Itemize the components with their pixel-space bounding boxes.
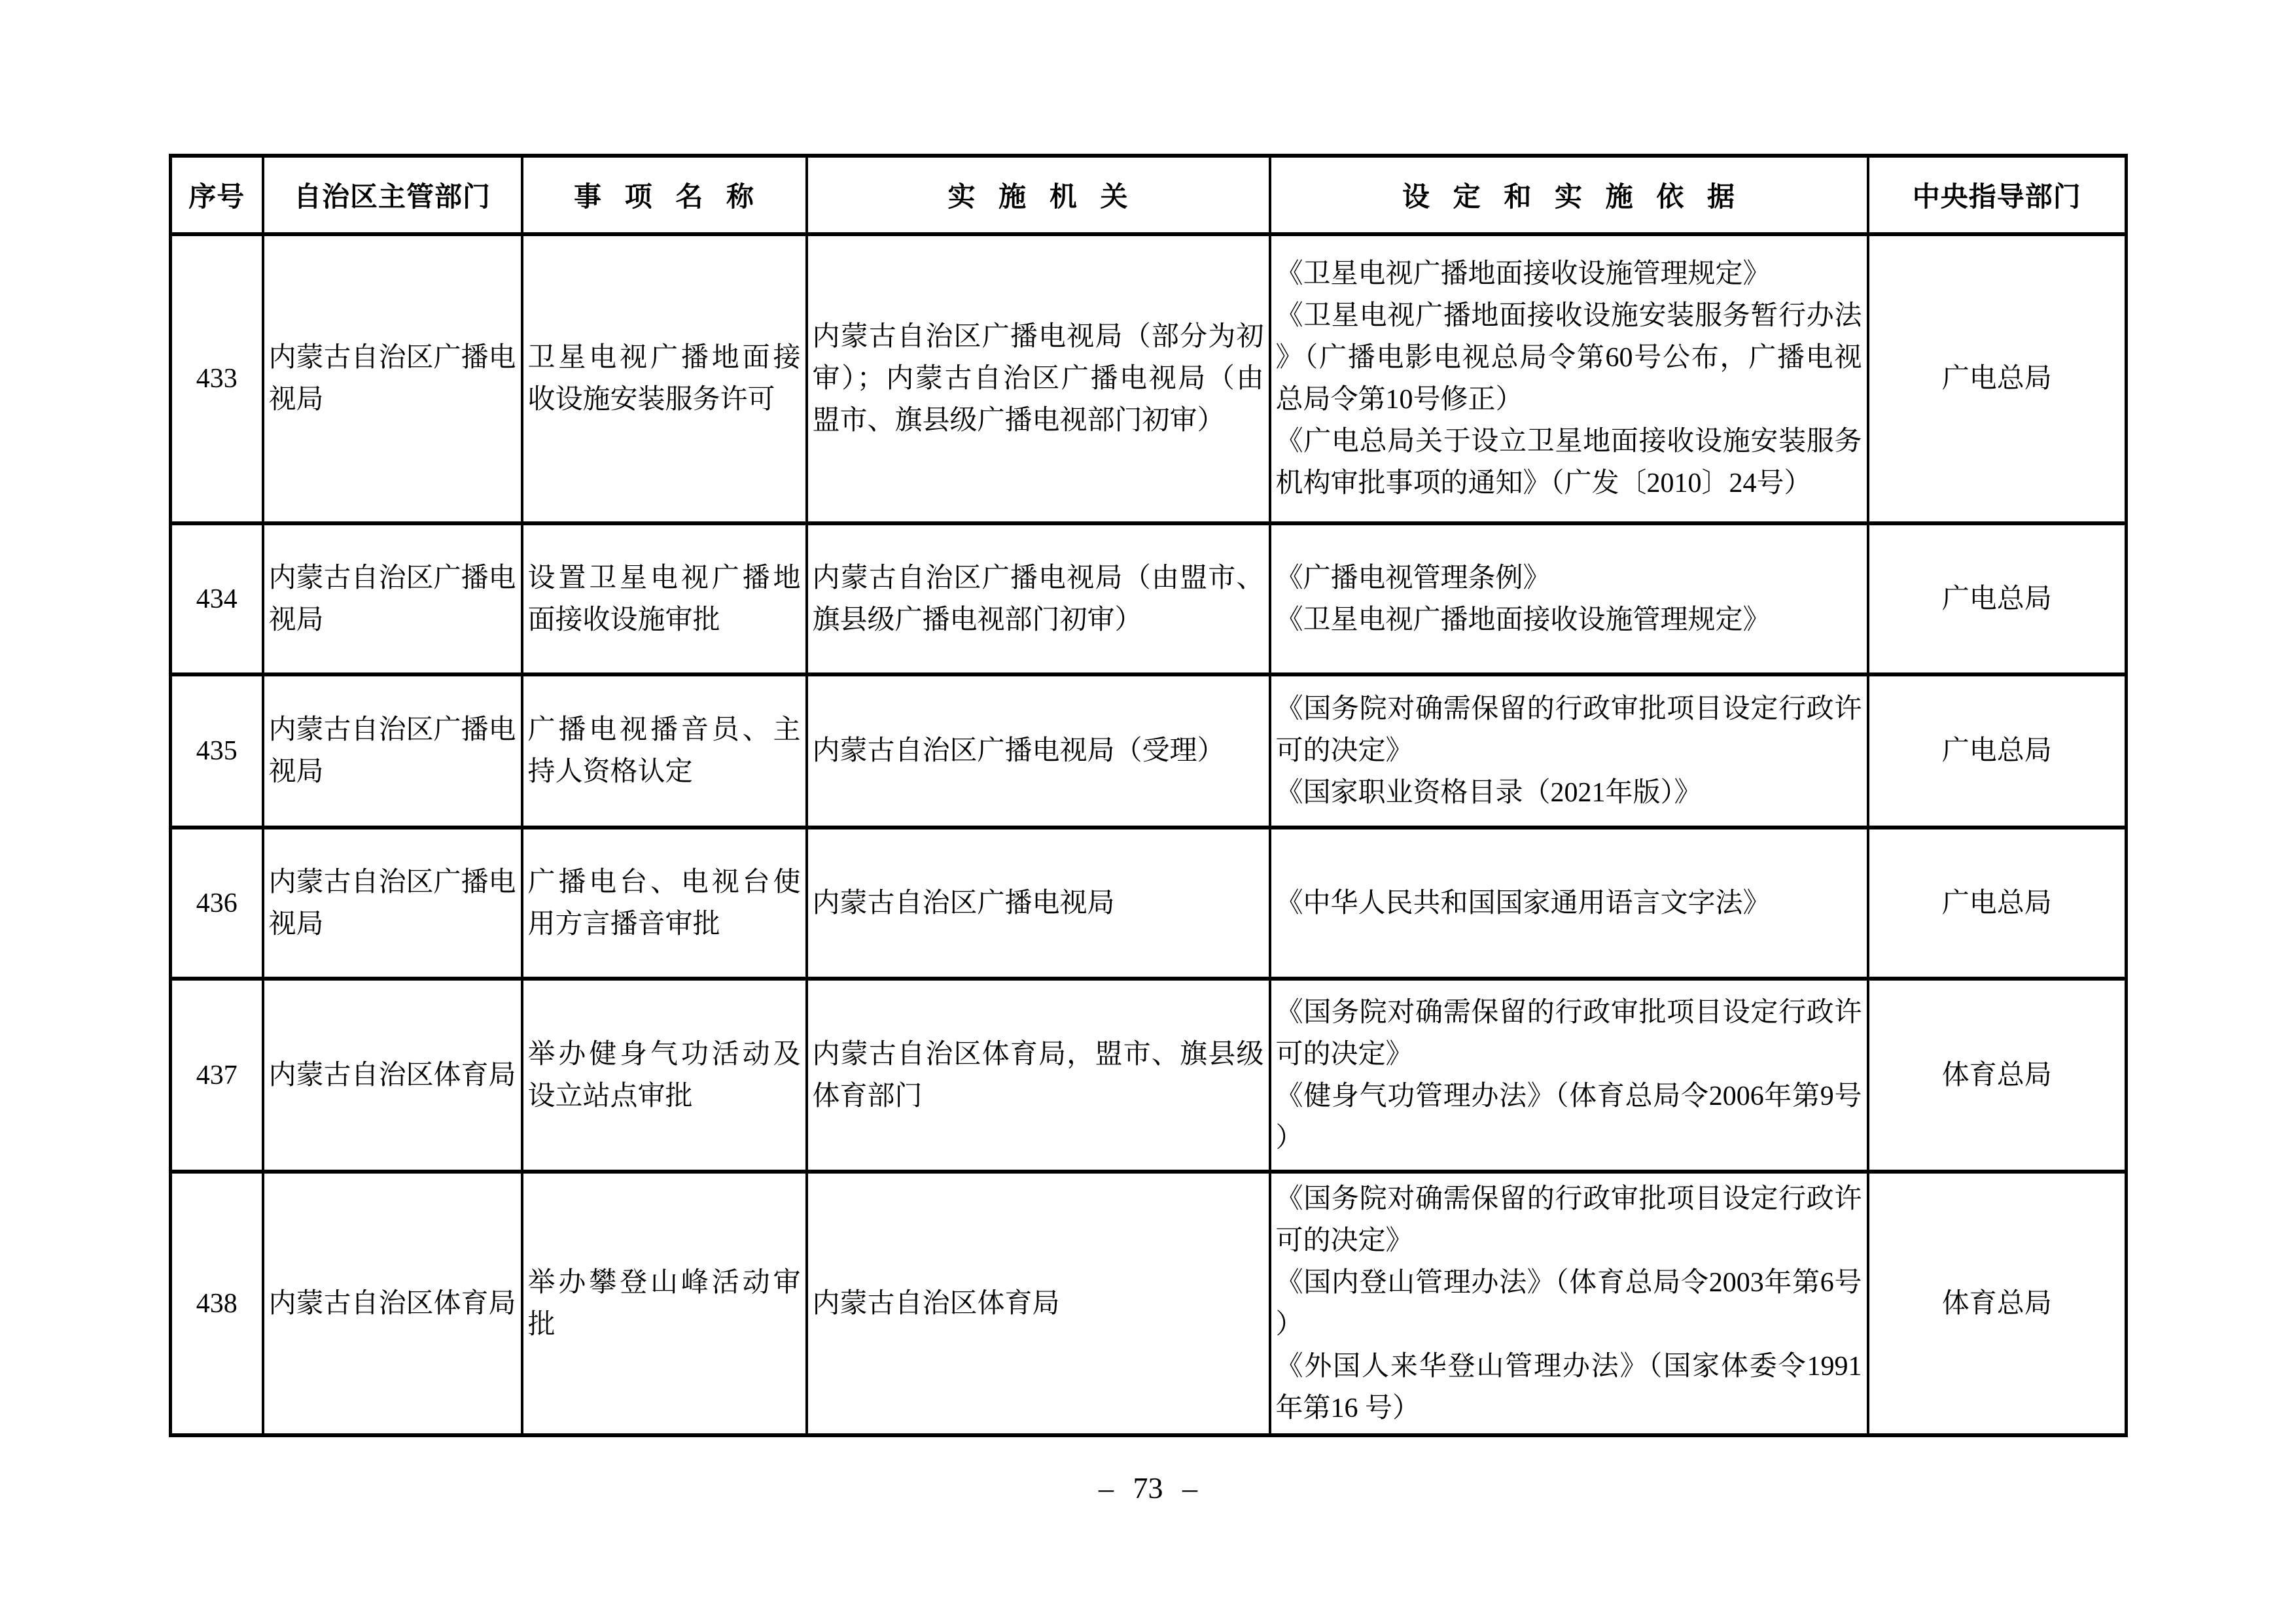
cell-central-department: 体育总局	[1868, 1172, 2127, 1435]
cell-region-department: 内蒙古自治区广播电视局	[263, 234, 522, 523]
cell-implementing-agency: 内蒙古自治区广播电视局	[807, 828, 1270, 979]
basis-entry: 《中华人民共和国国家通用语言文字法》	[1275, 888, 1771, 918]
page-number: – 73 –	[1099, 1471, 1197, 1505]
basis-entry: 《广播电视管理条例》	[1275, 563, 1551, 593]
cell-serial-number: 434	[171, 523, 263, 674]
cell-legal-basis	[1270, 523, 1868, 674]
table-header-row	[171, 156, 2127, 234]
table-row-435	[171, 674, 2127, 828]
cell-region-department: 内蒙古自治区广播电视局	[263, 674, 522, 828]
cell-item-name: 卫星电视广播地面接收设施安装服务许可	[522, 234, 807, 523]
cell-legal-basis	[1270, 828, 1868, 979]
cell-legal-basis	[1270, 674, 1868, 828]
cell-legal-basis	[1270, 234, 1868, 523]
cell-implementing-agency: 内蒙古自治区广播电视局（受理）	[807, 674, 1270, 828]
basis-entry: 《国家职业资格目录（2021年版）》	[1275, 778, 1702, 808]
table-row-436	[171, 828, 2127, 979]
table-row-434	[171, 523, 2127, 674]
cell-implementing-agency: 内蒙古自治区广播电视局（由盟市、旗县级广播电视部门初审）	[807, 523, 1270, 674]
cell-region-department: 内蒙古自治区体育局	[263, 1172, 522, 1435]
basis-entry: 《国务院对确需保留的行政审批项目设定行政许可的决定》	[1275, 1183, 1862, 1256]
header-serial-number: 序号	[171, 156, 263, 234]
cell-serial-number: 437	[171, 979, 263, 1172]
header-central-department: 中央指导部门	[1868, 156, 2127, 234]
cell-implementing-agency: 内蒙古自治区体育局	[807, 1172, 1270, 1435]
approval-items-table	[169, 154, 2128, 1437]
table-row-433	[171, 234, 2127, 523]
cell-central-department: 广电总局	[1868, 674, 2127, 828]
cell-implementing-agency: 内蒙古自治区体育局，盟市、旗县级体育部门	[807, 979, 1270, 1172]
basis-entry: 《卫星电视广播地面接收设施管理规定》	[1275, 259, 1771, 289]
basis-entry: 《广电总局关于设立卫星地面接收设施安装服务机构审批事项的通知》（广发〔2010〕24号）	[1275, 427, 1862, 498]
table-row-437	[171, 979, 2127, 1172]
cell-item-name: 广播电台、电视台使用方言播音审批	[522, 828, 807, 979]
basis-entry: 《卫星电视广播地面接收设施管理规定》	[1275, 604, 1771, 635]
cell-legal-basis	[1270, 1172, 1868, 1435]
basis-entry: 《国内登山管理办法》（体育总局令2003年第6号）	[1275, 1267, 1862, 1340]
table-row-438	[171, 1172, 2127, 1435]
cell-central-department: 体育总局	[1868, 979, 2127, 1172]
cell-serial-number: 438	[171, 1172, 263, 1435]
cell-item-name: 举办健身气功活动及设立站点审批	[522, 979, 807, 1172]
cell-serial-number: 436	[171, 828, 263, 979]
basis-entry: 《国务院对确需保留的行政审批项目设定行政许可的决定》	[1275, 694, 1862, 766]
header-implementing-agency: 实 施 机 关	[807, 156, 1270, 234]
cell-item-name: 设置卫星电视广播地面接收设施审批	[522, 523, 807, 674]
cell-central-department: 广电总局	[1868, 828, 2127, 979]
header-region-department: 自治区主管部门	[263, 156, 522, 234]
cell-central-department: 广电总局	[1868, 234, 2127, 523]
basis-entry: 《卫星电视广播地面接收设施安装服务暂行办法》（广播电影电视总局令第60号公布，广播电视总局令第10号修正）	[1275, 301, 1862, 415]
cell-item-name: 广播电视播音员、主持人资格认定	[522, 674, 807, 828]
cell-region-department: 内蒙古自治区广播电视局	[263, 828, 522, 979]
header-item-name: 事 项 名 称	[522, 156, 807, 234]
cell-implementing-agency: 内蒙古自治区广播电视局（部分为初审）；内蒙古自治区广播电视局（由盟市、旗县级广播电视部门初审）	[807, 234, 1270, 523]
cell-serial-number: 433	[171, 234, 263, 523]
cell-region-department: 内蒙古自治区广播电视局	[263, 523, 522, 674]
header-legal-basis: 设 定 和 实 施 依 据	[1270, 156, 1868, 234]
basis-entry: 《外国人来华登山管理办法》（国家体委令1991年第16 号）	[1275, 1351, 1862, 1423]
basis-entry: 《健身气功管理办法》（体育总局令2006年第9号）	[1275, 1081, 1862, 1153]
cell-region-department: 内蒙古自治区体育局	[263, 979, 522, 1172]
cell-item-name: 举办攀登山峰活动审批	[522, 1172, 807, 1435]
cell-central-department: 广电总局	[1868, 523, 2127, 674]
basis-entry: 《国务院对确需保留的行政审批项目设定行政许可的决定》	[1275, 997, 1862, 1070]
cell-serial-number: 435	[171, 674, 263, 828]
cell-legal-basis	[1270, 979, 1868, 1172]
